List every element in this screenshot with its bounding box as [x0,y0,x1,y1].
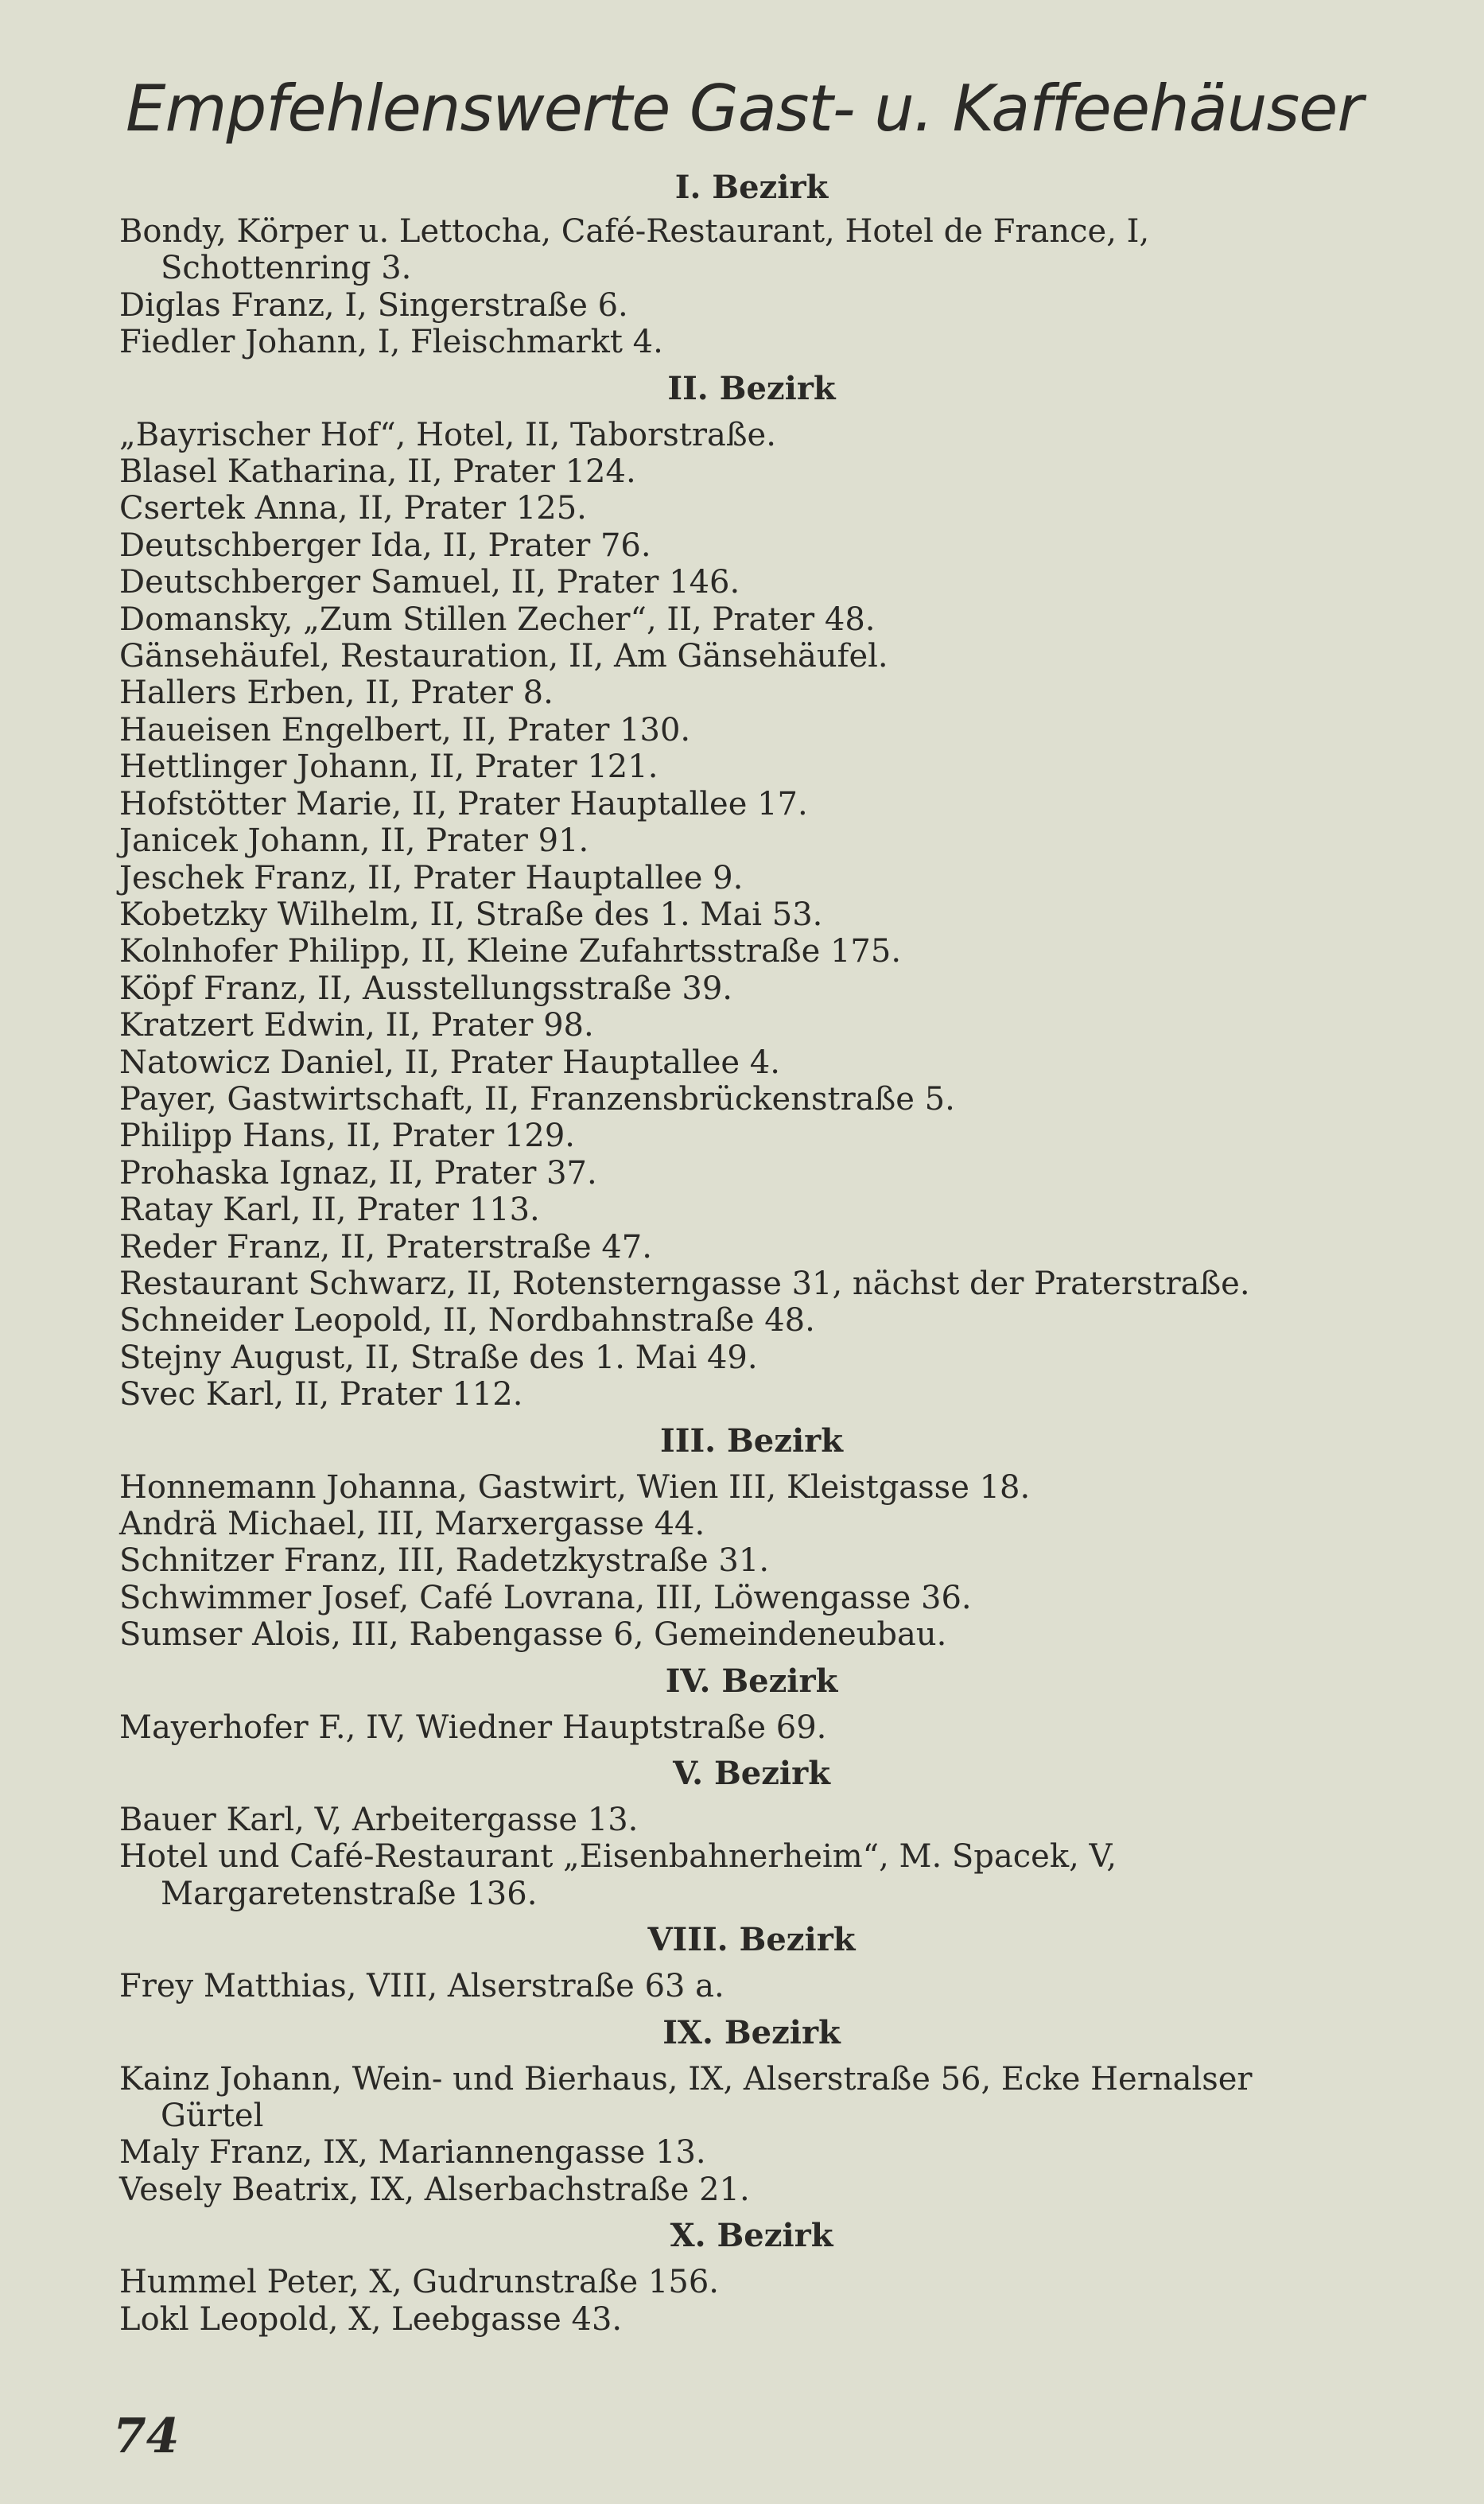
directory-entry: Schneider Leopold, II, Nordbahnstraße 48. [119,1302,815,1339]
directory-entry: Andrä Michael, III, Marxergasse 44. [119,1506,705,1542]
directory-entry: Prohaska Ignaz, II, Prater 37. [119,1154,597,1192]
page-title: Empfehlenswerte Gast- u. Kaffeehäuser [126,72,1363,146]
directory-entry: Csertek Anna, II, Prater 125. [119,490,587,527]
directory-entry: Diglas Franz, I, Singerstraße 6. [119,286,628,324]
directory-entry: Payer, Gastwirtschaft, II, Franzensbrückenstraße 5. [119,1080,955,1118]
directory-entry: Vesely Beatrix, IX, Alserbachstraße 21. [119,2171,750,2208]
directory-entry: „Bayrischer Hof“, Hotel, II, Taborstraße. [119,416,776,453]
directory-entry: Domansky, „Zum Stillen Zecher“, II, Prater 48. [119,601,876,638]
directory-entry: Kainz Johann, Wein- und Bierhaus, IX, Alserstraße 56, Ecke Hernalser Gürtel [119,2060,1253,2135]
directory-entry: Hallers Erben, II, Prater 8. [119,675,554,712]
directory-entry: Schwimmer Josef, Café Lovrana, III, Löwengasse 36. [119,1579,972,1616]
directory-entry: Haueisen Engelbert, II, Prater 130. [119,711,691,748]
directory-entry: Bauer Karl, V, Arbeitergasse 13. [119,1802,639,1839]
directory-entry: Janicek Johann, II, Prater 91. [119,822,589,860]
district-heading: IV. Bezirk [665,1662,838,1700]
directory-entry: Philipp Hans, II, Prater 129. [119,1118,575,1155]
directory-entry: Restaurant Schwarz, II, Rotensterngasse 31, nächst der Praterstraße. [119,1265,1250,1302]
directory-entry: Deutschberger Samuel, II, Prater 146. [119,564,740,601]
directory-entry: Hotel und Café-Restaurant „Eisenbahnerheim“, M. Spacek, V, Margaretenstraße 136. [119,1838,1117,1912]
directory-entry: Sumser Alois, III, Rabengasse 6, Gemeindeneubau. [119,1616,947,1654]
directory-entry: Gänsehäufel, Restauration, II, Am Gänsehäufel. [119,638,888,675]
directory-entry: Kolnhofer Philipp, II, Kleine Zufahrtsstraße 175. [119,933,902,970]
district-heading: I. Bezirk [674,169,829,206]
directory-entry: Köpf Franz, II, Ausstellungsstraße 39. [119,970,733,1007]
directory-entry: Frey Matthias, VIII, Alserstraße 63 a. [119,1968,725,2005]
district-heading: III. Bezirk [660,1421,843,1460]
directory-entry: Kratzert Edwin, II, Prater 98. [119,1007,594,1044]
directory-entry: Lokl Leopold, X, Leebgasse 43. [119,2300,623,2338]
district-heading: VIII. Bezirk [647,1921,856,1959]
directory-entry: Jeschek Franz, II, Prater Hauptallee 9. [119,859,744,896]
directory-entry: Blasel Katharina, II, Prater 124. [119,453,636,491]
directory-entry: Natowicz Daniel, II, Prater Hauptallee 4. [119,1044,780,1081]
directory-entry: Schnitzer Franz, III, Radetzkystraße 31. [119,1542,770,1580]
district-heading: X. Bezirk [670,2217,833,2255]
page-number: 74 [113,2409,180,2464]
district-heading: V. Bezirk [673,1755,830,1793]
directory-entry: Stejny August, II, Straße des 1. Mai 49. [119,1339,758,1376]
directory-entry: Deutschberger Ida, II, Prater 76. [119,527,651,564]
directory-entry: Honnemann Johanna, Gastwirt, Wien III, Kleistgasse 18. [119,1468,1031,1506]
directory-entry: Ratay Karl, II, Prater 113. [119,1192,540,1229]
directory-entry: Kobetzky Wilhelm, II, Straße des 1. Mai 53. [119,896,823,933]
directory-entry: Maly Franz, IX, Mariannengasse 13. [119,2134,706,2172]
directory-entry: Mayerhofer F., IV, Wiedner Hauptstraße 69. [119,1709,827,1746]
directory-entry: Reder Franz, II, Praterstraße 47. [119,1228,652,1266]
directory-list [119,169,1360,2338]
directory-entry: Bondy, Körper u. Lettocha, Café-Restaurant, Hotel de France, I, Schottenring 3. [119,213,1150,287]
district-heading: II. Bezirk [667,369,836,407]
directory-entry: Hofstötter Marie, II, Prater Hauptallee 17. [119,785,808,822]
directory-entry: Fiedler Johann, I, Fleischmarkt 4. [119,324,663,361]
directory-entry: Hummel Peter, X, Gudrunstraße 156. [119,2264,719,2301]
directory-entry: Hettlinger Johann, II, Prater 121. [119,748,658,786]
directory-entry: Svec Karl, II, Prater 112. [119,1376,523,1413]
district-heading: IX. Bezirk [662,2013,841,2051]
